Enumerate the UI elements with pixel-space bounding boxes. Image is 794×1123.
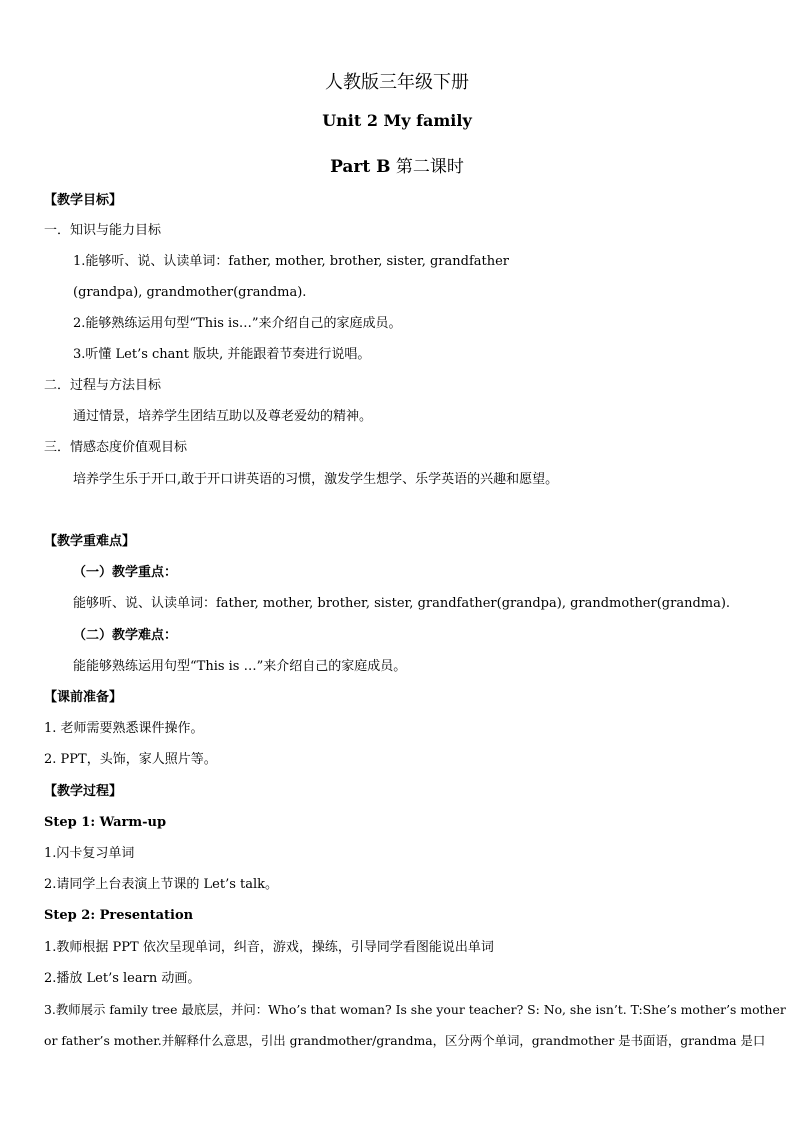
keypoints-p2-text: 能能够熟练运用句型“This is …”来介绍自己的家庭成员。 xyxy=(73,659,407,674)
unit-title: Unit 2 My family xyxy=(322,111,472,130)
keypoints-p1-title: （一）教学重点： xyxy=(73,565,178,580)
step2-title: Step 2: Presentation xyxy=(44,908,194,923)
process-heading: 【教学过程】 xyxy=(44,784,123,799)
objectives-s3-line1: 培养学生乐于开口,敢于开口讲英语的习惯，激发学生想学、乐学英语的兴趣和愿望。 xyxy=(73,472,559,487)
step2-line3: 3.教师展示 family tree 最底层，并问：Who’s that woman? Is she your teacher? S: No, she isn’t. T:She’s mother’s mother xyxy=(44,1002,786,1017)
prep-line1: 1. 老师需要熟悉课件操作。 xyxy=(44,721,204,736)
prep-line2: 2. PPT，头饰，家人照片等。 xyxy=(44,752,217,767)
step2-line2: 2.播放 Let’s learn 动画。 xyxy=(44,971,201,986)
objectives-s3-title: 三．情感态度价值观目标 xyxy=(44,440,188,455)
objectives-s1-title: 一．知识与能力目标 xyxy=(44,223,162,238)
step1-line1: 1.闪卡复习单词 xyxy=(44,846,135,861)
objectives-s1-line1: 1.能够听、说、认读单词：father, mother, brother, sister, grandfather xyxy=(73,254,510,269)
objectives-s2-line1: 通过情景，培养学生团结互助以及尊老爱幼的精神。 xyxy=(73,409,373,424)
keypoints-p2-title: （二）教学难点： xyxy=(73,628,178,643)
keypoints-p1-text: 能够听、说、认读单词：father, mother, brother, sister, grandfather(grandpa), grandmother(grandma). xyxy=(73,596,731,611)
prep-heading: 【课前准备】 xyxy=(44,690,123,705)
keypoints-heading: 【教学重难点】 xyxy=(44,534,136,549)
objectives-s1-line2: (grandpa), grandmother(grandma). xyxy=(73,285,307,300)
objectives-s1-line4: 3.听懂 Let’s chant 版块, 并能跟着节奏进行说唱。 xyxy=(73,347,371,362)
doc-title: 人教版三年级下册 xyxy=(325,72,469,93)
part-label: Part B xyxy=(330,157,391,177)
step2-line4: or father’s mother.并解释什么意思，引出 grandmother/grandma，区分两个单词，grandmother 是书面语，grandma 是口 xyxy=(44,1033,766,1048)
step1-line2: 2.请同学上台表演上节课的 Let’s talk。 xyxy=(44,877,279,892)
objectives-s2-title: 二．过程与方法目标 xyxy=(44,378,162,393)
step2-line1: 1.教师根据 PPT 依次呈现单词，纠音，游戏，操练，引导同学看图能说出单词 xyxy=(44,940,494,955)
lesson-title xyxy=(0,152,794,177)
objectives-s1-line3: 2.能够熟练运用句型“This is…”来介绍自己的家庭成员。 xyxy=(73,316,402,331)
step1-title: Step 1: Warm-up xyxy=(44,815,167,830)
objectives-heading: 【教学目标】 xyxy=(44,193,123,208)
lesson-label: 第二课时 xyxy=(390,157,464,177)
